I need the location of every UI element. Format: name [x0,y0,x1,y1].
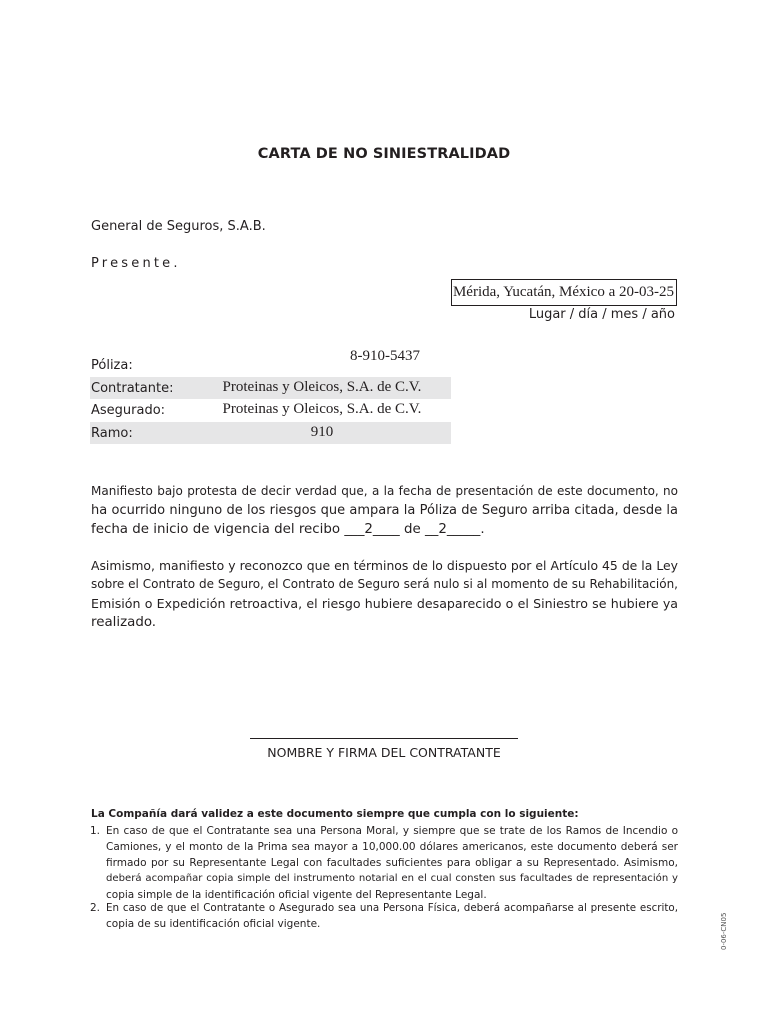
article-45-paragraph [91,556,678,632]
signature-caption: NOMBRE Y FIRMA DEL CONTRATANTE [267,745,501,760]
condition-text [106,900,678,932]
form-code: 0-06-CN05 [720,912,728,950]
document-title: CARTA DE NO SINIESTRALIDAD [257,146,511,162]
paragraph-line: Emisión o Expedición retroactiva, el riesgo hubiere desaparecido o el Siniestro se hubiere ya [91,596,678,611]
addressee: General de Seguros, S.A.B. [91,219,266,234]
asegurado-label: Asegurado: [91,403,166,418]
condition-number: 2. [90,902,101,914]
ramo-value: 910 [310,424,334,440]
ramo-row [90,422,451,444]
condition-line: En caso de que el Contratante sea una Persona Moral, y siempre que se trate de los Ramos de Incendio o [106,825,678,837]
condition-text [106,823,678,903]
place-date-caption: Lugar / día / mes / año [528,307,675,322]
paragraph-line: realizado. [91,615,157,630]
condition-item-2 [91,900,678,932]
paragraph-line: Asimismo, manifiesto y reconozco que en términos de lo dispuesto por el Artículo 45 de la Ley [91,558,678,573]
poliza-row [90,354,451,376]
paragraph-line: fecha de inicio de vigencia del recibo ___2____ de __2_____. [91,522,485,537]
signature-line [250,738,518,739]
contratante-value: Proteinas y Oleicos, S.A. de C.V. [222,379,422,395]
condition-line: firmado por su Representante Legal con facultades suficientes para obligar a su Representado. Asimismo, [106,857,678,869]
conditions-heading: La Compañía dará validez a este documento siempre que cumpla con lo siguiente: [91,808,579,820]
condition-line: copia de su identificación oficial vigente. [106,918,321,930]
paragraph-line: Manifiesto bajo protesta de decir verdad que, a la fecha de presentación de este documento, no [91,484,678,498]
place-date-field: Mérida, Yucatán, México a 20-03-25 [451,279,677,306]
poliza-label: Póliza: [91,358,133,373]
condition-line: En caso de que el Contratante o Asegurado sea una Persona Física, deberá acompañarse al presente escrito, [106,902,678,914]
condition-line: copia simple de la identificación oficial vigente del Representante Legal. [106,889,487,901]
asegurado-value: Proteinas y Oleicos, S.A. de C.V. [222,401,422,417]
condition-line: Camiones, y el monto de la Prima sea mayor a 10,000.00 dólares americanos, este documento deberá ser [106,841,678,853]
condition-item-1 [91,823,678,903]
presente-greeting: Presente. [91,256,181,271]
condition-line: deberá acompañar copia simple del instrumento notarial en el cual consten sus facultades de representación y [106,873,678,884]
contratante-row [90,377,451,399]
asegurado-row [90,399,451,421]
contratante-label: Contratante: [91,381,174,396]
condition-number: 1. [90,825,101,837]
ramo-label: Ramo: [91,426,133,441]
declaration-paragraph [91,482,678,539]
poliza-value: 8-910-5437 [350,348,420,364]
paragraph-line: sobre el Contrato de Seguro, el Contrato de Seguro será nulo si al momento de su Rehabilitación, [91,577,678,591]
paragraph-line: ha ocurrido ninguno de los riesgos que ampara la Póliza de Seguro arriba citada, desde la [91,503,678,518]
